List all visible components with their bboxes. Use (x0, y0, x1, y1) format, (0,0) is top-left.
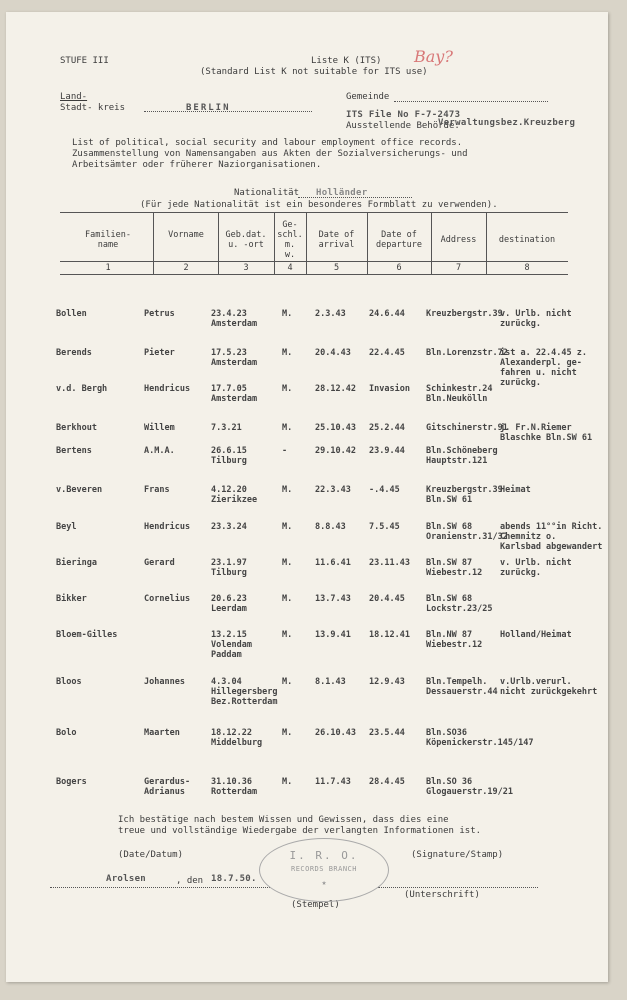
cell-birth: 7.3.21 (211, 423, 242, 433)
cell-name: Bloem-Gilles (56, 630, 118, 640)
cell-address: Bln.SO 36 Glogauerstr.19/21 (426, 777, 513, 797)
list-title: Liste K (ITS) (311, 56, 382, 66)
col-header-arrival: Date of arrival (318, 230, 355, 250)
date-label: (Date/Datum) (118, 850, 184, 860)
cell-departure: -.4.45 (369, 485, 400, 495)
cell-departure: 20.4.45 (369, 594, 405, 604)
cell-dest: v. Urlb. nicht zurückg. (500, 558, 572, 578)
cell-sex: M. (282, 309, 293, 319)
nationality-label: Nationalität (234, 188, 300, 198)
col-number: 3 (243, 263, 249, 273)
cell-address: Bln.NW 87 Wiebestr.12 (426, 630, 483, 650)
cell-sex: M. (282, 677, 293, 687)
cell-birth: 4.3.04 Hillegersberg Bez.Rotterdam (211, 677, 278, 707)
cell-dest: Holland/Heimat (500, 630, 572, 640)
cell-arrival: 11.7.43 (315, 777, 351, 787)
den-label: , den (176, 876, 204, 886)
col-number: 2 (183, 263, 189, 273)
cell-name: Bikker (56, 594, 87, 604)
list-subtitle: (Standard List K not suitable for ITS use) (200, 67, 428, 77)
cell-sex: M. (282, 384, 293, 394)
table-number-rule (60, 274, 568, 275)
cell-birth: 13.2.15 Volendam Paddam (211, 630, 252, 660)
cell-arrival: 13.9.41 (315, 630, 351, 640)
cell-birth: 31.10.36 Rotterdam (211, 777, 258, 797)
cell-arrival: 13.7.43 (315, 594, 351, 604)
cell-first: Gerardus- Adrianus (144, 777, 191, 797)
cell-address: Bln.SW 87 Wiebestr.12 (426, 558, 483, 578)
cell-arrival: 11.6.41 (315, 558, 351, 568)
date-value: 18.7.50. (211, 874, 257, 884)
cell-address: Bln.SW 68 Lockstr.23/25 (426, 594, 493, 614)
confirm-line-1: Ich bestätige nach bestem Wissen und Gewissen, dass dies eine (118, 815, 449, 825)
gemeinde-dotted-line (394, 100, 548, 102)
cell-address: Gitschinerstr.91 (426, 423, 508, 433)
col-header-birth: Geb.dat. u. -ort (225, 230, 267, 250)
cell-name: Beyl (56, 522, 77, 532)
cell-departure: 12.9.43 (369, 677, 405, 687)
cell-address: Bln.SO36 Köpenickerstr.145/147 (426, 728, 534, 748)
cell-name: Bollen (56, 309, 87, 319)
ausstellende-label: Ausstellende Behörde: (346, 121, 460, 131)
col-number: 1 (105, 263, 111, 273)
ausstellende-value: Verwaltungsbez.Kreuzberg (438, 118, 576, 128)
cell-sex: M. (282, 558, 293, 568)
confirm-line-2: treue und vollständige Wiedergabe der verlangten Informationen ist. (118, 826, 482, 836)
col-header-destination: destination (498, 235, 556, 245)
cell-address: Schinkestr.24 Bln.Neukölln (426, 384, 493, 404)
cell-first: Hendricus (144, 522, 191, 532)
iro-records-stamp: I. R. O. RECORDS BRANCH ★ (259, 838, 389, 902)
cell-first: Gerard (144, 558, 175, 568)
cell-birth: 20.6.23 Leerdam (211, 594, 247, 614)
cell-address: Kreuzbergstr.39 (426, 309, 503, 319)
cell-dest: ist a. 22.4.45 z. Alexanderpl. ge- fahren u. nicht zurückg. (500, 348, 587, 388)
cell-name: Bloos (56, 677, 82, 687)
cell-dest: v. Urlb. nicht zurückg. (500, 309, 572, 329)
cell-dest: v.Urlb.verurl. nicht zurückgekehrt (500, 677, 598, 697)
cell-sex: M. (282, 423, 293, 433)
cell-sex: M. (282, 777, 293, 787)
land-kreis-label: Land- (60, 92, 88, 102)
cell-sex: M. (282, 594, 293, 604)
col-header-departure: Date of departure (375, 230, 423, 250)
cell-arrival: 25.10.43 (315, 423, 356, 433)
cell-first: Willem (144, 423, 175, 433)
cell-name: Berends (56, 348, 92, 358)
cell-sex: M. (282, 522, 293, 532)
cell-sex: M. (282, 728, 293, 738)
cell-address: Bln.Tempelh. Dessauerstr.44 (426, 677, 498, 697)
cell-first: Johannes (144, 677, 185, 687)
col-header-address: Address (440, 235, 477, 245)
cell-first: Maarten (144, 728, 180, 738)
cell-birth: 23.1.97 Tilburg (211, 558, 247, 578)
intro-line-3: Arbeitsämter oder früherer Naziorganisationen. (72, 160, 322, 170)
red-handwritten-annotation: Bay? (414, 47, 453, 66)
cell-name: Berkhout (56, 423, 97, 433)
cell-birth: 18.12.22 Middelburg (211, 728, 263, 748)
intro-line-2: Zusammenstellung von Namensangaben aus Akten der Sozialversicherungs- und (72, 149, 468, 159)
place-value: Arolsen (106, 874, 147, 884)
cell-name: v.Beveren (56, 485, 103, 495)
table-top-rule (60, 212, 568, 213)
col-number: 8 (524, 263, 530, 273)
signature-label: (Signature/Stamp) (411, 850, 504, 860)
stadt-kreis-label: Stadt- kreis (60, 103, 126, 113)
cell-birth: 26.6.15 Tilburg (211, 446, 247, 466)
cell-departure: 23.9.44 (369, 446, 405, 456)
cell-dest: abends 11°°in Richt. Chemnitz o. Karlsbad abgewandert (500, 522, 603, 552)
col-number: 6 (396, 263, 402, 273)
cell-address: Kreuzbergstr.39 Bln.SW 61 (426, 485, 503, 505)
cell-arrival: 28.12.42 (315, 384, 356, 394)
cell-first: Pieter (144, 348, 175, 358)
cell-sex: M. (282, 630, 293, 640)
cell-birth: 23.3.24 (211, 522, 247, 532)
document-sheet (6, 12, 608, 982)
cell-departure: 28.4.45 (369, 777, 405, 787)
cell-arrival: 2.3.43 (315, 309, 346, 319)
date-dotted-line (50, 886, 270, 888)
intro-line-1: List of political, social security and labour employment office records. (72, 138, 463, 148)
unterschrift-label: (Unterschrift) (404, 890, 480, 900)
cell-name: v.d. Bergh (56, 384, 108, 394)
cell-address: Bln.SW 68 Oranienstr.31/32 (426, 522, 508, 542)
cell-first: Petrus (144, 309, 175, 319)
nationality-note: (Für jede Nationalität ist ein besonderes Formblatt zu verwenden). (140, 200, 498, 210)
cell-name: Bogers (56, 777, 87, 787)
signature-dotted-line (378, 886, 538, 888)
stempel-label: (Stempel) (291, 900, 340, 910)
cell-arrival: 22.3.43 (315, 485, 351, 495)
its-file-number: ITS File No F-7-2473 (346, 110, 461, 120)
cell-first: Cornelius (144, 594, 191, 604)
cell-sex: - (282, 446, 288, 456)
col-number: 5 (333, 263, 340, 273)
cell-sex: M. (282, 348, 293, 358)
cell-birth: 4.12.20 Zierikzee (211, 485, 258, 505)
cell-arrival: 20.4.43 (315, 348, 351, 358)
cell-name: Bolo (56, 728, 77, 738)
cell-departure: 23.11.43 (369, 558, 410, 568)
stufe-label: STUFE III (60, 56, 109, 66)
cell-departure: 7.5.45 (369, 522, 400, 532)
cell-first: Frans (144, 485, 170, 495)
cell-dest: j. Fr.N.Riemer Blaschke Bln.SW 61 (500, 423, 593, 443)
cell-arrival: 8.8.43 (315, 522, 346, 532)
col-header-familienname: Familien- name (84, 230, 132, 250)
col-header-sex: Ge- schl. m. w. (277, 220, 303, 260)
table-header-rule (60, 261, 568, 262)
cell-arrival: 26.10.43 (315, 728, 356, 738)
col-header-vorname: Vorname (168, 230, 204, 240)
cell-dest: Heimat (500, 485, 531, 495)
cell-address: Bln.Schöneberg Hauptstr.121 (426, 446, 498, 466)
cell-sex: M. (282, 485, 293, 495)
cell-departure: Invasion (369, 384, 410, 394)
cell-departure: 22.4.45 (369, 348, 405, 358)
cell-birth: 17.5.23 Amsterdam (211, 348, 258, 368)
cell-first: Hendricus (144, 384, 191, 394)
cell-name: Bieringa (56, 558, 97, 568)
cell-arrival: 8.1.43 (315, 677, 346, 687)
cell-name: Bertens (56, 446, 92, 456)
cell-departure: 24.6.44 (369, 309, 405, 319)
cell-departure: 25.2.44 (369, 423, 405, 433)
cell-birth: 17.7.05 Amsterdam (211, 384, 258, 404)
cell-address: Bln.Lorenzstr.72 (426, 348, 508, 358)
cell-departure: 23.5.44 (369, 728, 405, 738)
cell-birth: 23.4.23 Amsterdam (211, 309, 258, 329)
col-number: 7 (455, 263, 462, 273)
cell-arrival: 29.10.42 (315, 446, 356, 456)
gemeinde-label: Gemeinde (346, 92, 390, 102)
cell-first: A.M.A. (144, 446, 175, 456)
cell-departure: 18.12.41 (369, 630, 410, 640)
col-number: 4 (287, 263, 293, 273)
nationality-value: Holländer (316, 188, 368, 198)
stadt-value: BERLIN (186, 103, 231, 113)
